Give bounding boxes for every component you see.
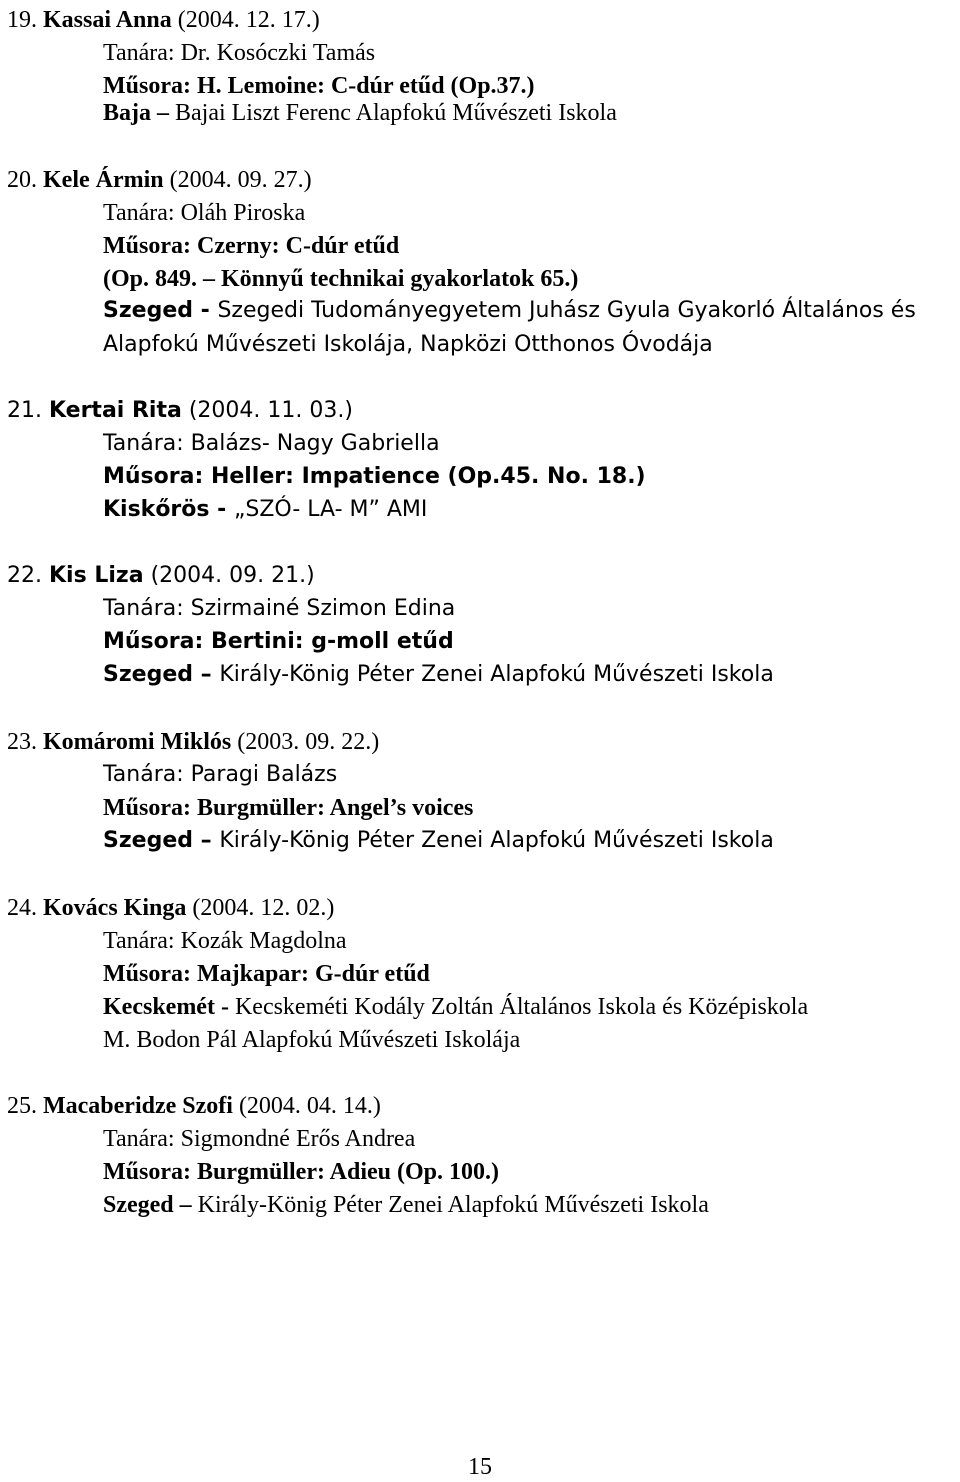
school-line: Baja – Bajai Liszt Ferenc Alapfokú Művészeti Iskola [103, 100, 617, 126]
student-name: Kertai Rita [49, 398, 182, 423]
birth-date: (2003. 09. 22.) [237, 729, 380, 755]
teacher-line: Tanára: Kozák Magdolna [103, 928, 347, 954]
entry-23-heading: 23. Komáromi Miklós (2003. 09. 22.) [7, 729, 380, 755]
teacher-line: Tanára: Paragi Balázs [103, 762, 338, 787]
teacher-line: Tanára: Sigmondné Erős Andrea [103, 1126, 416, 1152]
school-line: Szeged – Király-König Péter Zenei Alapfokú Művészeti Iskola [103, 662, 774, 687]
entry-19-heading: 19. Kassai Anna (2004. 12. 17.) [7, 7, 320, 33]
program-line-cont: (Op. 849. – Könnyű technikai gyakorlatok 65.) [103, 266, 579, 292]
program-line: Műsora: Heller: Impatience (Op.45. No. 18.) [103, 464, 646, 489]
student-name: Komáromi Miklós [43, 729, 232, 755]
birth-date: (2004. 09. 27.) [169, 167, 312, 193]
teacher-line: Tanára: Oláh Piroska [103, 200, 306, 226]
school-line: Szeged – Király-König Péter Zenei Alapfokú Művészeti Iskola [103, 1192, 709, 1218]
entry-24-heading: 24. Kovács Kinga (2004. 12. 02.) [7, 895, 335, 921]
school-line: Kiskőrös - „SZÓ- LA- M” AMI [103, 497, 428, 522]
birth-date: (2004. 12. 17.) [177, 7, 320, 33]
birth-date: (2004. 04. 14.) [238, 1093, 381, 1119]
program-line: Műsora: Burgmüller: Angel’s voices [103, 795, 474, 821]
program-line: Műsora: Burgmüller: Adieu (Op. 100.) [103, 1159, 499, 1185]
school-line: Kecskemét - Kecskeméti Kodály Zoltán Általános Iskola és Középiskola [103, 994, 809, 1020]
program-line: Műsora: Bertini: g-moll etűd [103, 629, 454, 654]
birth-date: (2004. 09. 21.) [150, 563, 315, 588]
page-number: 15 [468, 1454, 492, 1480]
school-line-cont: Alapfokú Művészeti Iskolája, Napközi Otthonos Óvodája [103, 332, 713, 357]
entry-20-heading: 20. Kele Ármin (2004. 09. 27.) [7, 167, 312, 193]
student-name: Macaberidze Szofi [43, 1093, 233, 1119]
program-line: Műsora: Czerny: C-dúr etűd [103, 233, 400, 259]
school-line: Szeged – Király-König Péter Zenei Alapfokú Művészeti Iskola [103, 828, 774, 853]
birth-date: (2004. 11. 03.) [188, 398, 353, 423]
entry-22-heading: 22. Kis Liza (2004. 09. 21.) [7, 563, 315, 588]
student-name: Kis Liza [49, 563, 144, 588]
program-line: Műsora: Majkapar: G-dúr etűd [103, 961, 430, 987]
entry-25-heading: 25. Macaberidze Szofi (2004. 04. 14.) [7, 1093, 381, 1119]
student-name: Kovács Kinga [43, 895, 187, 921]
student-name: Kassai Anna [43, 7, 172, 33]
teacher-line: Tanára: Szirmainé Szimon Edina [103, 596, 456, 621]
teacher-line: Tanára: Dr. Kosóczki Tamás [103, 40, 376, 66]
school-line: Szeged - Szegedi Tudományegyetem Juhász Gyula Gyakorló Általános és [103, 298, 916, 323]
student-name: Kele Ármin [43, 167, 164, 193]
program-line: Műsora: H. Lemoine: C-dúr etűd (Op.37.) [103, 73, 535, 99]
birth-date: (2004. 12. 02.) [192, 895, 335, 921]
entry-21-heading: 21. Kertai Rita (2004. 11. 03.) [7, 398, 353, 423]
school-line-cont: M. Bodon Pál Alapfokú Művészeti Iskolája [103, 1027, 521, 1053]
teacher-line: Tanára: Balázs- Nagy Gabriella [103, 431, 440, 456]
